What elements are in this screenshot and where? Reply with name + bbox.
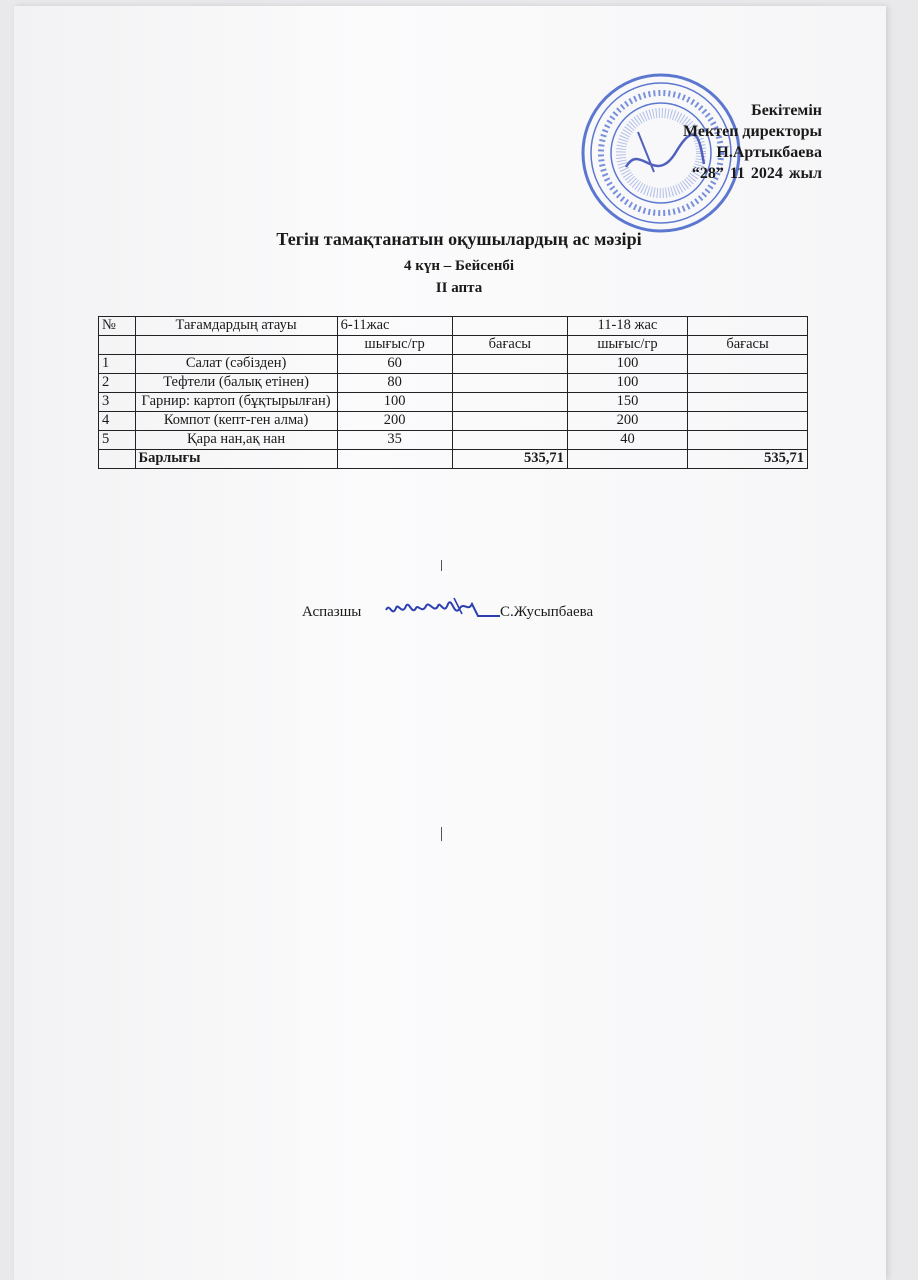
qty-6-11: 80 bbox=[337, 374, 452, 393]
handwritten-signature-icon bbox=[382, 588, 502, 628]
header-price-2: бағасы bbox=[688, 336, 808, 355]
table-row bbox=[99, 431, 808, 450]
total-price-11-18: 535,71 bbox=[688, 450, 808, 469]
dish-name: Компот (кепт-ген алма) bbox=[135, 412, 337, 431]
total-empty-2 bbox=[337, 450, 452, 469]
price-11-18 bbox=[688, 355, 808, 374]
price-11-18 bbox=[688, 374, 808, 393]
qty-6-11: 60 bbox=[337, 355, 452, 374]
table-row bbox=[99, 412, 808, 431]
table-row bbox=[99, 393, 808, 412]
qty-6-11: 35 bbox=[337, 431, 452, 450]
total-row bbox=[99, 450, 808, 469]
qty-6-11: 200 bbox=[337, 412, 452, 431]
table-row bbox=[99, 355, 808, 374]
qty-6-11: 100 bbox=[337, 393, 452, 412]
qty-11-18: 100 bbox=[567, 374, 687, 393]
table-row bbox=[99, 374, 808, 393]
week-subtitle: II апта bbox=[435, 280, 483, 296]
price-6-11 bbox=[452, 393, 567, 412]
price-6-11 bbox=[452, 374, 567, 393]
approval-line-3: Н.Артыкбаева bbox=[716, 144, 822, 161]
qty-11-18: 40 bbox=[567, 431, 687, 450]
header-no: № bbox=[99, 317, 136, 336]
price-6-11 bbox=[452, 412, 567, 431]
qty-11-18: 200 bbox=[567, 412, 687, 431]
total-label: Барлығы bbox=[135, 450, 337, 469]
menu-table bbox=[98, 316, 808, 469]
approval-block bbox=[683, 100, 822, 184]
dish-name: Гарнир: картоп (бұқтырылған) bbox=[135, 393, 337, 412]
approval-line-2: Мектеп директоры bbox=[683, 123, 822, 140]
header-empty-1 bbox=[452, 317, 567, 336]
approval-line-1: Бекітемін bbox=[751, 102, 822, 119]
price-11-18 bbox=[688, 412, 808, 431]
price-11-18 bbox=[688, 393, 808, 412]
row-number: 3 bbox=[99, 393, 136, 412]
qty-11-18: 150 bbox=[567, 393, 687, 412]
cook-name: С.Жусыпбаева bbox=[500, 604, 594, 620]
dish-name: Қара нан,ақ нан bbox=[135, 431, 337, 450]
dish-name: Салат (сәбізден) bbox=[135, 355, 337, 374]
header-qty-2: шығыс/гр bbox=[567, 336, 687, 355]
price-6-11 bbox=[452, 355, 567, 374]
row-number: 5 bbox=[99, 431, 136, 450]
price-11-18 bbox=[688, 431, 808, 450]
header-row-1 bbox=[99, 317, 808, 336]
dish-name: Тефтели (балық етінен) bbox=[135, 374, 337, 393]
qty-11-18: 100 bbox=[567, 355, 687, 374]
total-price-6-11: 535,71 bbox=[452, 450, 567, 469]
header-age-1: 6-11жас bbox=[337, 317, 452, 336]
total-empty bbox=[99, 450, 136, 469]
header-age-2: 11-18 жас bbox=[567, 317, 687, 336]
header-price-1: бағасы bbox=[452, 336, 567, 355]
header-empty-3 bbox=[99, 336, 136, 355]
row-number: 2 bbox=[99, 374, 136, 393]
approval-date: “28” 11 2024 жыл bbox=[691, 165, 822, 182]
pen-mark bbox=[441, 827, 442, 841]
day-subtitle: 4 күн – Бейсенбі bbox=[403, 258, 515, 274]
paper-sheet bbox=[14, 6, 886, 1280]
row-number: 4 bbox=[99, 412, 136, 431]
document-title: Тегін тамақтанатын оқушылардың ас мәзірі bbox=[276, 229, 642, 249]
pen-mark bbox=[441, 560, 442, 571]
header-row-2 bbox=[99, 336, 808, 355]
row-number: 1 bbox=[99, 355, 136, 374]
header-empty-2 bbox=[688, 317, 808, 336]
header-qty-1: шығыс/гр bbox=[337, 336, 452, 355]
header-empty-4 bbox=[135, 336, 337, 355]
cook-label: Аспазшы bbox=[302, 604, 362, 620]
total-empty-3 bbox=[567, 450, 687, 469]
price-6-11 bbox=[452, 431, 567, 450]
header-name: Тағамдардың атауы bbox=[135, 317, 337, 336]
